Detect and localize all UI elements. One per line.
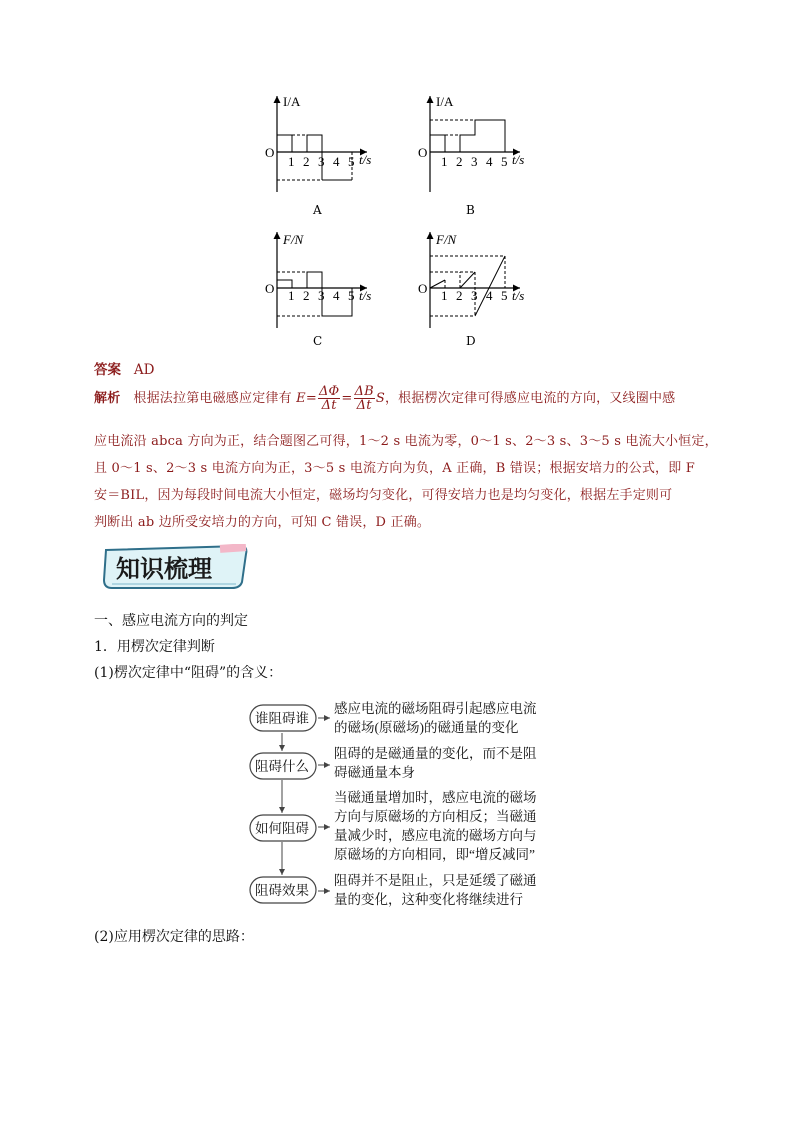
solution-line-1: 解析 根据法拉第电磁感应定律有 E= $\frac{\Delta\Phi}{\Delta t}$ = $\frac{\Delta B}{\Delta t}$ S，根据楞次定律可得感应电流的方向，又线圈中感 bbox=[94, 384, 676, 413]
svg-text:3: 3 bbox=[471, 154, 478, 169]
svg-text:1: 1 bbox=[441, 288, 448, 303]
tick-2: 2 bbox=[303, 154, 310, 169]
svg-text:如何阻碍: 如何阻碍 bbox=[255, 821, 309, 836]
flow-node-2 bbox=[250, 753, 316, 779]
origin-label: O bbox=[418, 145, 428, 160]
svg-text:阻碍并不是阻止，只是延缓了磁通: 阻碍并不是阻止，只是延缓了磁通 bbox=[334, 873, 537, 888]
svg-text:量的变化，这种变化将继续进行: 量的变化，这种变化将继续进行 bbox=[334, 892, 523, 907]
svg-text:5: 5 bbox=[348, 288, 355, 303]
section-heading: 一、感应电流方向的判定 bbox=[94, 613, 248, 629]
answer-label: 答案 bbox=[94, 362, 121, 378]
tick-4: 4 bbox=[333, 154, 340, 169]
svg-text:当磁通量增加时，感应电流的磁场: 当磁通量增加时，感应电流的磁场 bbox=[334, 790, 537, 805]
flow-node-4 bbox=[250, 877, 316, 903]
svg-text:O: O bbox=[418, 281, 428, 296]
graph-d-caption: D bbox=[466, 334, 476, 348]
lenz-law-flowchart bbox=[240, 695, 560, 920]
subsection-heading: 1．用楞次定律判断 bbox=[94, 639, 215, 655]
graph-a-caption: A bbox=[313, 203, 322, 217]
knowledge-banner bbox=[100, 544, 250, 590]
y-axis-label: I/A bbox=[436, 94, 454, 109]
tick-5: 5 bbox=[348, 154, 355, 169]
svg-text:1: 1 bbox=[441, 154, 448, 169]
svg-text:F/N: F/N bbox=[283, 232, 304, 247]
graph-c-caption: C bbox=[313, 334, 323, 348]
svg-text:原磁场的方向相同，即“增反减同”: 原磁场的方向相同，即“增反减同” bbox=[334, 847, 535, 862]
svg-text:谁阻碍谁: 谁阻碍谁 bbox=[255, 711, 309, 726]
svg-text:碍磁通量本身: 碍磁通量本身 bbox=[334, 765, 415, 780]
svg-text:5: 5 bbox=[501, 288, 508, 303]
svg-text:4: 4 bbox=[333, 288, 340, 303]
svg-text:5: 5 bbox=[501, 154, 508, 169]
solution-line-5: 判断出 ab 边所受安培力的方向，可知 C 错误，D 正确。 bbox=[94, 515, 431, 530]
solution-line-2: 应电流沿 abca 方向为正，结合题图乙可得，1～2 s 电流为零，0～1 s、2～3 s、3～5 s 电流大小恒定， bbox=[94, 434, 718, 449]
svg-text:t/s: t/s bbox=[512, 152, 525, 167]
y-axis-label: I/A bbox=[283, 94, 301, 109]
svg-text:2: 2 bbox=[456, 154, 463, 169]
origin-label: O bbox=[265, 145, 275, 160]
svg-text:3: 3 bbox=[471, 288, 478, 303]
svg-text:阻碍效果: 阻碍效果 bbox=[255, 883, 309, 898]
x-axis-label: t/s bbox=[359, 152, 372, 167]
item-2-text: (2)应用楞次定律的思路： bbox=[94, 929, 254, 945]
svg-text:感应电流的磁场阻碍引起感应电流: 感应电流的磁场阻碍引起感应电流 bbox=[334, 701, 537, 716]
answer-value: AD bbox=[133, 362, 155, 378]
graph-c bbox=[255, 226, 385, 336]
svg-text:方向与原磁场的方向相反；当磁通: 方向与原磁场的方向相反；当磁通 bbox=[334, 809, 537, 824]
svg-text:3: 3 bbox=[318, 288, 325, 303]
svg-text:t/s: t/s bbox=[359, 288, 372, 303]
svg-text:阻碍什么: 阻碍什么 bbox=[255, 759, 309, 774]
graph-d bbox=[408, 226, 538, 336]
svg-text:2: 2 bbox=[303, 288, 310, 303]
solution-line-4: 安＝BIL，因为每段时间电流大小恒定，磁场均匀变化，可得安培力也是均匀变化，根据左手定则可 bbox=[94, 488, 673, 503]
svg-text:4: 4 bbox=[486, 288, 493, 303]
graph-b bbox=[408, 90, 538, 220]
flow-node-3 bbox=[250, 815, 316, 841]
fraction-field: $\frac{\Delta B}{\Delta t}$ bbox=[354, 384, 374, 413]
solution-label: 解析 bbox=[94, 391, 121, 406]
svg-text:4: 4 bbox=[486, 154, 493, 169]
fraction-flux: $\frac{\Delta\Phi}{\Delta t}$ bbox=[318, 384, 340, 413]
flow-node-1 bbox=[250, 705, 316, 731]
tick-3: 3 bbox=[318, 154, 325, 169]
svg-text:t/s: t/s bbox=[512, 288, 525, 303]
answer-line bbox=[94, 358, 154, 378]
svg-text:的磁场(原磁场)的磁通量的变化: 的磁场(原磁场)的磁通量的变化 bbox=[334, 720, 519, 735]
item-1-text: (1)楞次定律中“阻碍”的含义： bbox=[94, 665, 283, 681]
banner-title: 知识梳理 bbox=[116, 555, 212, 583]
svg-text:量减少时，感应电流的磁场方向与: 量减少时，感应电流的磁场方向与 bbox=[334, 828, 537, 843]
graph-a bbox=[255, 90, 385, 220]
tick-1: 1 bbox=[288, 154, 295, 169]
graph-b-caption: B bbox=[466, 203, 475, 217]
solution-line-3: 且 0～1 s、2～3 s 电流方向为正，3～5 s 电流方向为负，A 正确，B 错误；根据安培力的公式，即 F bbox=[94, 461, 695, 476]
svg-text:O: O bbox=[265, 281, 275, 296]
svg-text:F/N: F/N bbox=[436, 232, 457, 247]
svg-text:1: 1 bbox=[288, 288, 295, 303]
svg-text:2: 2 bbox=[456, 288, 463, 303]
svg-text:阻碍的是磁通量的变化，而不是阻: 阻碍的是磁通量的变化，而不是阻 bbox=[334, 746, 537, 761]
